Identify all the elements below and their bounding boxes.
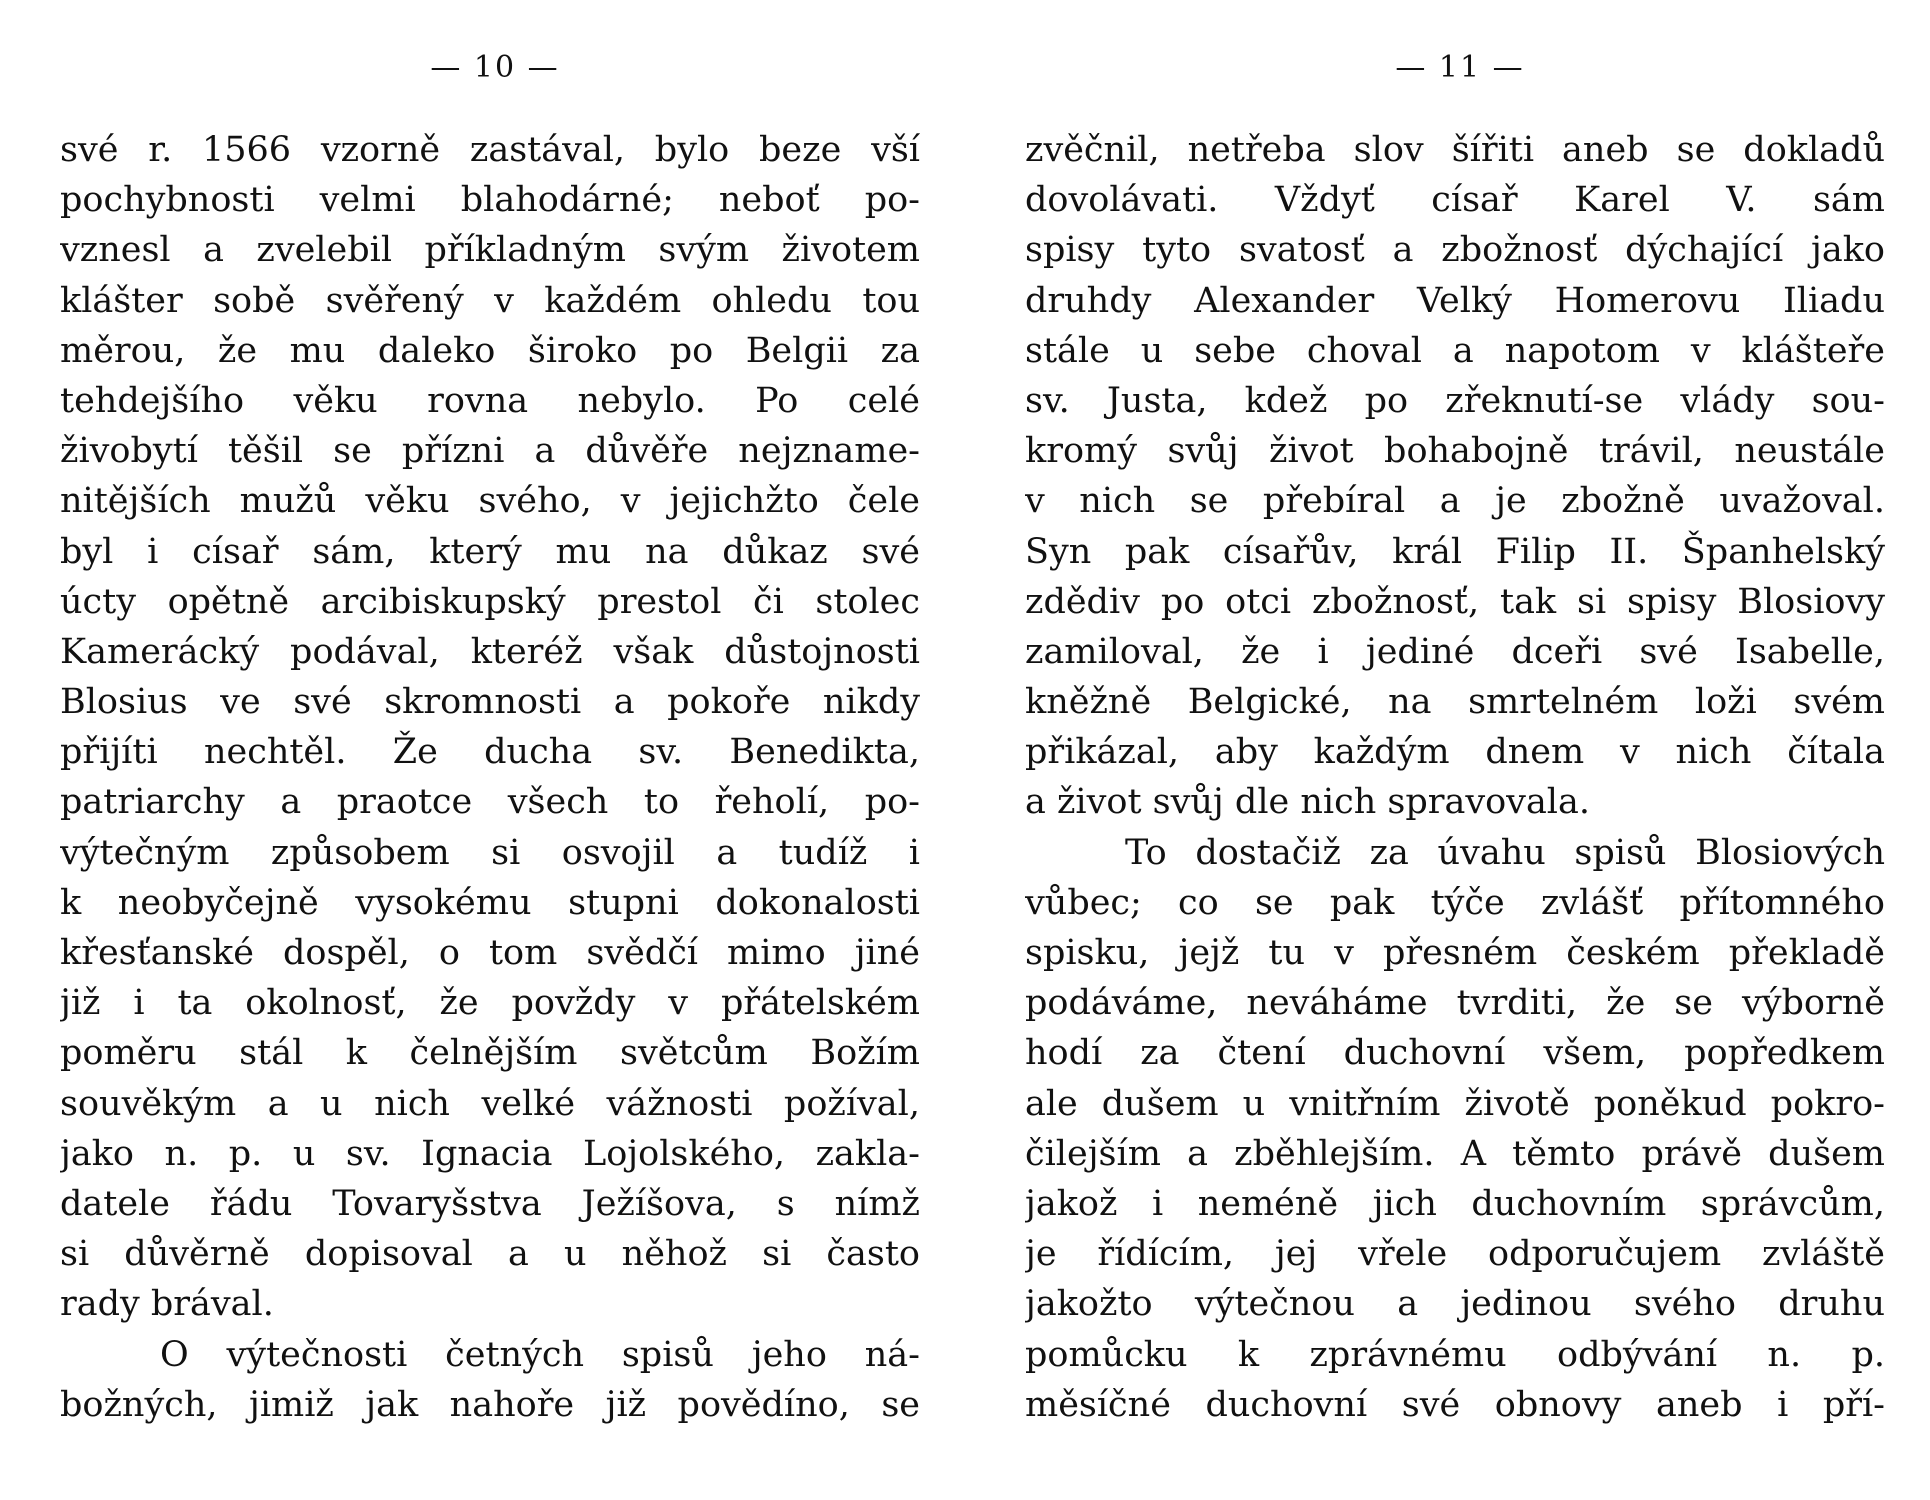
- text-line: patriarchy a praotce všech to řeholí, po-: [60, 782, 920, 823]
- text-line: své r. 1566 vzorně zastával, bylo beze vší: [60, 130, 920, 170]
- text-line: To dostačiž za úvahu spisů Blosiových: [1125, 832, 1885, 873]
- text-line: sv. Justa, kdež po zřeknutí-se vlády sou-: [1025, 380, 1885, 421]
- text-line: přikázal, aby každým dnem v nich čítala: [1025, 732, 1885, 773]
- text-line: nitějších mužů věku svého, v jejichžto čele: [60, 481, 920, 522]
- text-line: živobytí těšil se přízni a důvěře nejzname-: [60, 431, 920, 472]
- text-line: zamiloval, že i jediné dceři své Isabelle,: [1025, 631, 1885, 672]
- text-line: rady brával.: [60, 1284, 274, 1325]
- text-line: čilejším a zběhlejším. A těmto právě dušem: [1025, 1133, 1885, 1174]
- text-line: v nich se přebíral a je zbožně uvažoval.: [1025, 481, 1885, 522]
- text-line: a život svůj dle nich spravovala.: [1025, 782, 1590, 823]
- text-line: měrou, že mu daleko široko po Belgii za: [60, 330, 920, 371]
- right-page: [1025, 0, 1895, 1500]
- text-line: podáváme, neváháme tvrditi, že se výborně: [1025, 983, 1885, 1024]
- page-number: — 11 —: [1395, 50, 1525, 85]
- text-line: dovolávati. Vždyť císař Karel V. sám: [1025, 180, 1885, 221]
- left-page: [60, 0, 930, 1500]
- text-line: druhdy Alexander Velký Homerovu Iliadu: [1025, 280, 1885, 321]
- text-line: Syn pak císařův, král Filip II. Španhelský: [1025, 531, 1885, 572]
- text-line: hodí za čtení duchovní všem, popředkem: [1025, 1033, 1885, 1074]
- text-line: spisku, jejž tu v přesném českém překladě: [1025, 933, 1885, 973]
- text-line: je řídícím, jej vřele odporučujem zvláště: [1025, 1234, 1885, 1275]
- text-line: křesťanské dospěl, o tom svědčí mimo jiné: [60, 933, 920, 973]
- text-line: pochybnosti velmi blahodárné; neboť po-: [60, 180, 920, 221]
- text-line: Blosius ve své skromnosti a pokoře nikdy: [60, 682, 920, 723]
- page-number: — 10 —: [430, 50, 560, 85]
- text-line: jakožto výtečnou a jedinou svého druhu: [1025, 1284, 1885, 1325]
- text-line: si důvěrně dopisoval a u něhož si často: [60, 1234, 920, 1275]
- text-line: byl i císař sám, který mu na důkaz své: [60, 531, 920, 572]
- text-line: vůbec; co se pak týče zvlášť přítomného: [1025, 882, 1885, 923]
- text-line: již i ta okolnosť, že povždy v přátelském: [60, 983, 920, 1024]
- text-line: kněžně Belgické, na smrtelném loži svém: [1025, 682, 1885, 723]
- text-line: úcty opětně arcibiskupský prestol či stolec: [60, 581, 920, 622]
- text-line: tehdejšího věku rovna nebylo. Po celé: [60, 380, 920, 421]
- text-line: datele řádu Tovaryšstva Ježíšova, s nímž: [60, 1183, 920, 1224]
- text-line: přijíti nechtěl. Že ducha sv. Benedikta,: [60, 732, 920, 773]
- text-line: měsíčné duchovní své obnovy aneb i pří-: [1025, 1384, 1885, 1425]
- text-line: Kamerácký podával, kteréž však důstojnosti: [60, 631, 920, 672]
- text-line: jako n. p. u sv. Ignacia Lojolského, zakla-: [60, 1133, 920, 1174]
- text-line: spisy tyto svatosť a zbožnosť dýchající jako: [1025, 230, 1885, 271]
- text-line: výtečným způsobem si osvojil a tudíž i: [60, 832, 920, 873]
- text-line: zvěčnil, netřeba slov šířiti aneb se dokladů: [1025, 130, 1885, 170]
- text-line: ale dušem u vnitřním životě poněkud pokro-: [1025, 1083, 1885, 1124]
- text-line: pomůcku k zprávnému odbývání n. p.: [1025, 1334, 1885, 1375]
- text-line: božných, jimiž jak nahoře již povědíno, se: [60, 1384, 920, 1425]
- text-line: k neobyčejně vysokému stupni dokonalosti: [60, 882, 920, 923]
- text-line: poměru stál k čelnějším světcům Božím: [60, 1033, 920, 1074]
- text-line: vznesl a zvelebil příkladným svým životem: [60, 230, 920, 271]
- text-line: stále u sebe choval a napotom v klášteře: [1025, 330, 1885, 371]
- text-line: kromý svůj život bohabojně trávil, neustále: [1025, 431, 1885, 472]
- text-line: klášter sobě svěřený v každém ohledu tou: [60, 280, 920, 321]
- page-body: [60, 125, 920, 1430]
- text-line: souvěkým a u nich velké vážnosti požíval,: [60, 1083, 920, 1124]
- text-line: O výtečnosti četných spisů jeho ná-: [160, 1334, 920, 1375]
- text-line: zdědiv po otci zbožnosť, tak si spisy Blosiovy: [1025, 581, 1885, 622]
- text-line: jakož i neméně jich duchovním správcům,: [1025, 1183, 1885, 1224]
- page-body: [1025, 125, 1885, 1430]
